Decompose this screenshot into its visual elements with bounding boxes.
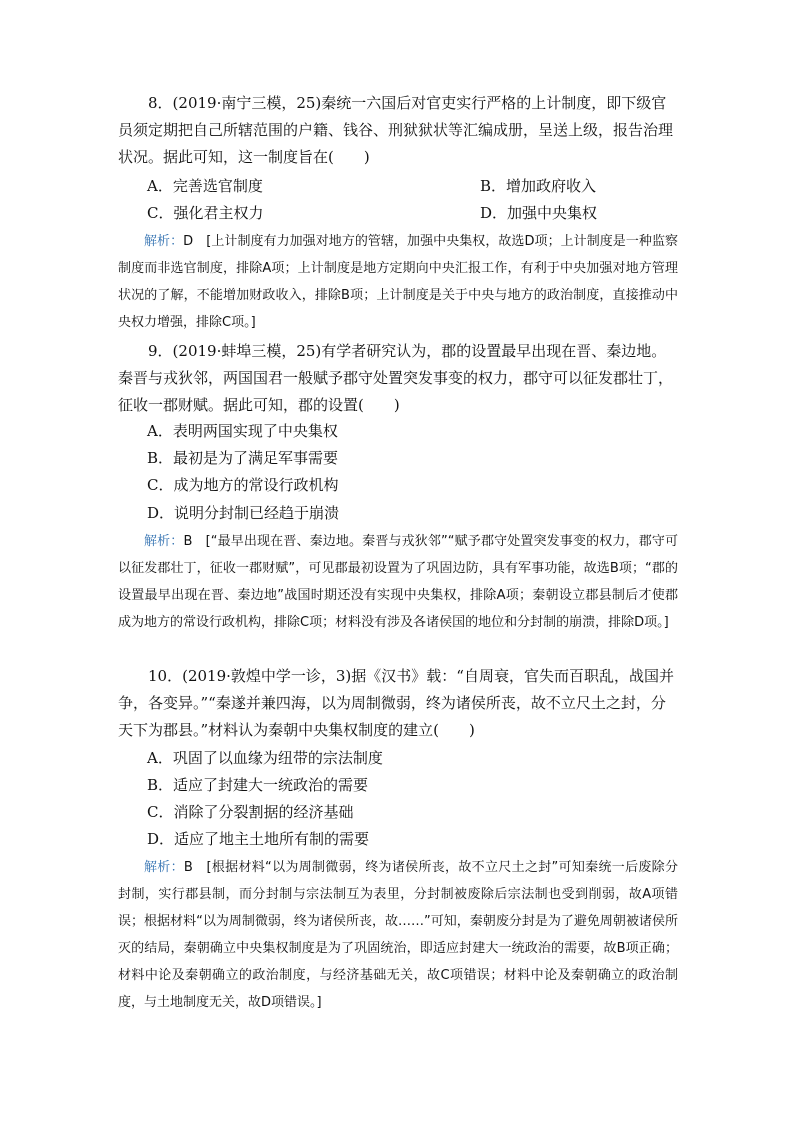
question-10-option-c: C．消除了分裂割据的经济基础 bbox=[147, 803, 354, 821]
question-10-stem: 10．(2019·敦煌中学一诊，3)据《汉书》载：“自周衰，官失而百职乱，战国并争，各变异。”“秦遂并兼四海，以为周制微弱，终为诸侯所丧，故不立尺土之封，分天下为郡县。”材料认为秦朝中央集权制度的建立( ) bbox=[118, 667, 674, 739]
question-8-option-c: C．强化君主权力 bbox=[147, 204, 264, 222]
analysis-label: 解析： bbox=[144, 534, 184, 549]
analysis-label: 解析： bbox=[144, 860, 184, 875]
question-10-option-a: A．巩固了以血缘为纽带的宗法制度 bbox=[147, 749, 383, 767]
question-10-analysis-text: B [根据材料“以为周制微弱，终为诸侯所丧，故不立尺土之封”可知秦统一后废除分封制，实行郡县制，而分封制与宗法制互为表里，分封制被废除后宗法制也受到削弱，故A项错误；根据材料“以为周制微弱，终为诸侯所丧，故……”可知，秦朝废分封是为了避免周朝被诸侯所灭的结局，秦朝确立中央集权制度是为了巩固统治，即适应封建大一统政治的需要，故B项正确；材料中论及秦朝确立的政治制度，与经济基础无关，故C项错误；材料中论及秦朝确立的政治制度，与土地制度无关，故D项错误。] bbox=[118, 860, 678, 1010]
question-9-stem: 9．(2019·蚌埠三模，25)有学者研究认为，郡的设置最早出现在晋、秦边地。秦晋与戎狄邻，两国国君一般赋予郡守处置突发事变的权力，郡守可以征发郡壮丁，征收一郡财赋。据此可知，郡的设置( ) bbox=[118, 342, 674, 414]
question-10-analysis bbox=[118, 854, 678, 1016]
question-10-option-b: B．适应了封建大一统政治的需要 bbox=[147, 776, 369, 794]
question-8-analysis bbox=[118, 228, 678, 336]
question-8-option-d: D．加强中央集权 bbox=[480, 204, 598, 222]
question-8-analysis-text: D [上计制度有力加强对地方的管辖，加强中央集权，故选D项；上计制度是一种监察制度而非选官制度，排除A项；上计制度是地方定期向中央汇报工作，有利于中央加强对地方管理状况的了解，不能增加财政收入，排除B项；上计制度是关于中央与地方的政治制度，直接推动中央权力增强，排除C项。] bbox=[118, 234, 678, 330]
question-9-option-c: C．成为地方的常设行政机构 bbox=[147, 476, 339, 494]
question-9-analysis bbox=[118, 528, 678, 636]
question-9-option-b: B．最初是为了满足军事需要 bbox=[147, 449, 339, 467]
question-9-analysis-text: B [“最早出现在晋、秦边地。秦晋与戎狄邻”“赋予郡守处置突发事变的权力，郡守可以征发郡壮丁，征收一郡财赋”，可见郡最初设置为了巩固边防，具有军事功能，故选B项；“郡的设置最早出现在晋、秦边地”战国时期还没有实现中央集权，排除A项；秦朝设立郡县制后才使郡成为地方的常设行政机构，排除C项；材料没有涉及各诸侯国的地位和分封制的崩溃，排除D项。] bbox=[118, 534, 678, 630]
analysis-label: 解析： bbox=[144, 234, 184, 249]
question-8-option-a: A．完善选官制度 bbox=[147, 177, 263, 195]
question-10-option-d: D．适应了地主土地所有制的需要 bbox=[147, 830, 370, 848]
question-8-stem: 8．(2019·南宁三模，25)秦统一六国后对官吏实行严格的上计制度，即下级官员须定期把自己所辖范围的户籍、钱谷、刑狱狱状等汇编成册，呈送上级，报告治理状况。据此可知，这一制度旨在( ) bbox=[118, 94, 674, 166]
question-9-option-a: A．表明两国实现了中央集权 bbox=[147, 422, 338, 440]
question-9-option-d: D．说明分封制已经趋于崩溃 bbox=[147, 504, 340, 522]
question-8-option-b: B．增加政府收入 bbox=[480, 177, 597, 195]
